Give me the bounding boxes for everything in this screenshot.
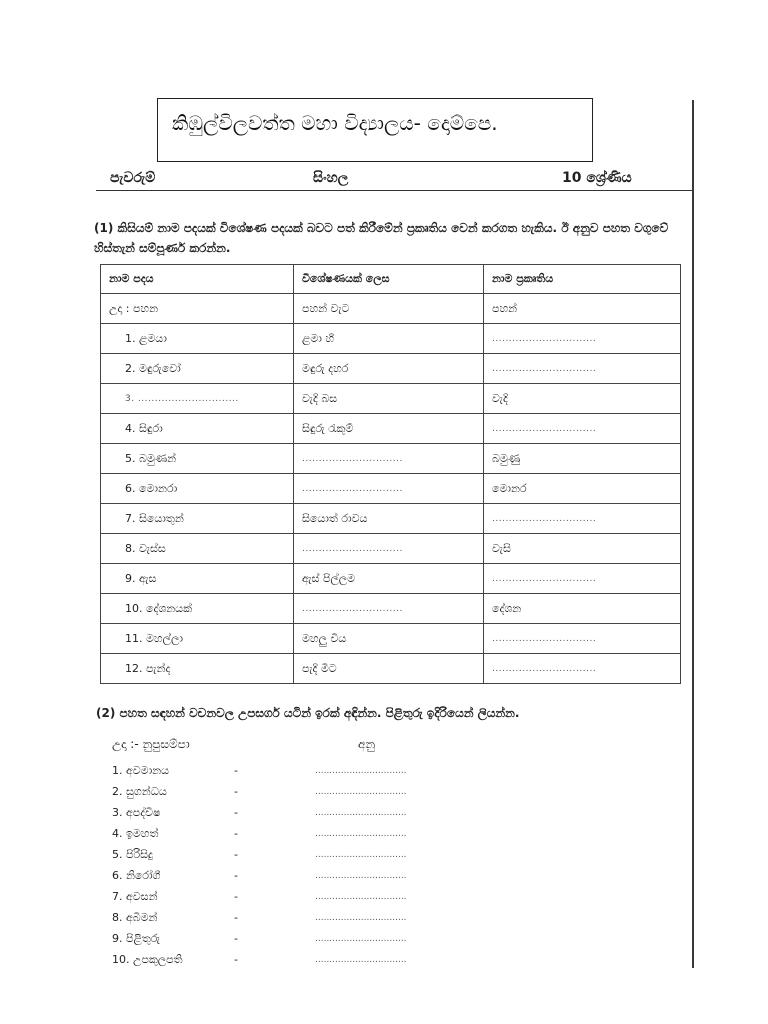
- header-divider: [96, 190, 692, 191]
- list-item: [112, 827, 512, 848]
- list-item: [112, 911, 512, 932]
- answer-blank: ................................: [315, 892, 407, 902]
- noun-cell: 3. ..............................: [101, 384, 294, 414]
- list-item: [112, 932, 512, 953]
- answer-blank: ................................: [315, 871, 407, 881]
- list-item: [112, 806, 512, 827]
- table-row: [101, 384, 681, 414]
- school-name-box: [157, 98, 593, 162]
- subject-label: සිංහල: [313, 170, 349, 186]
- prefix-word: 5. පිරිසිදු: [112, 848, 153, 861]
- table-header-row: [101, 265, 681, 294]
- item-dash: -: [234, 890, 238, 903]
- prefix-word-list: [112, 764, 512, 974]
- example-answer: අනු: [358, 737, 376, 751]
- item-dash: -: [234, 932, 238, 945]
- item-dash: -: [234, 764, 238, 777]
- column-header-noun: නාම පදය: [101, 265, 294, 294]
- adjective-cell: ..............................: [294, 594, 484, 624]
- prefix-word: 1. අවමානය: [112, 764, 170, 777]
- item-dash: -: [234, 953, 238, 966]
- noun-cell: 10. දේශනයක්: [101, 594, 294, 624]
- adjective-cell: පැදි මිට: [294, 654, 484, 684]
- prefix-word: 8. අබිමන්: [112, 911, 158, 924]
- prefix-word: 2. සුගන්ධය: [112, 785, 167, 798]
- page-edge-line: [692, 100, 694, 968]
- noun-cell: 7. සියොතුන්: [101, 504, 294, 534]
- adjective-cell: සියොත් රාවය: [294, 504, 484, 534]
- grade-label: 10 ශ්‍රේණිය: [562, 170, 632, 186]
- adjective-cell: ළමා හී: [294, 324, 484, 354]
- item-dash: -: [234, 911, 238, 924]
- item-dash: -: [234, 806, 238, 819]
- noun-cell: 12. පැන්ද: [101, 654, 294, 684]
- answer-blank: ................................: [315, 808, 407, 818]
- adjective-cell: මහලු විය: [294, 624, 484, 654]
- stem-cell: ...............................: [484, 414, 681, 444]
- list-item: [112, 764, 512, 785]
- school-name: කිඹුල්විලවත්ත මහා විද්‍යාලය- දොම්පෙ.: [172, 111, 498, 135]
- stem-cell: බමුණු: [484, 444, 681, 474]
- table-row: [101, 564, 681, 594]
- prefix-word: 4. ඉමහත්: [112, 827, 159, 840]
- noun-cell: 5. බමුණන්: [101, 444, 294, 474]
- stem-cell: වැසි: [484, 534, 681, 564]
- noun-cell: 2. මඳුරුවෝ: [101, 354, 294, 384]
- noun-cell: 6. මොනරා: [101, 474, 294, 504]
- list-item: [112, 953, 512, 974]
- list-item: [112, 848, 512, 869]
- table-row: [101, 594, 681, 624]
- item-dash: -: [234, 827, 238, 840]
- table-row: [101, 444, 681, 474]
- list-item: [112, 785, 512, 806]
- table-row: [101, 354, 681, 384]
- prefix-word: 7. අවසන්: [112, 890, 158, 903]
- answer-blank: ................................: [315, 850, 407, 860]
- noun-cell: 11. මහල්ලා: [101, 624, 294, 654]
- item-dash: -: [234, 848, 238, 861]
- answer-blank: ................................: [315, 787, 407, 797]
- item-dash: -: [234, 869, 238, 882]
- adjective-cell: ..............................: [294, 534, 484, 564]
- column-header-stem: නාම ප්‍රකෘතිය: [484, 265, 681, 294]
- stem-cell: මොනර: [484, 474, 681, 504]
- table-row: [101, 624, 681, 654]
- stem-cell: ...............................: [484, 324, 681, 354]
- adjective-cell: පහන් වැට: [294, 294, 484, 324]
- noun-cell: උදා : පහන: [101, 294, 294, 324]
- column-header-adjective: විශේෂණයක් ලෙස: [294, 265, 484, 294]
- stem-cell: පහන්: [484, 294, 681, 324]
- list-item: [112, 869, 512, 890]
- prefix-word: 6. නිරෝගී: [112, 869, 161, 882]
- prefix-word: 3. අපද්විෂ: [112, 806, 161, 819]
- answer-blank: ................................: [315, 955, 407, 965]
- item-dash: -: [234, 785, 238, 798]
- adjective-cell: ඇස් පිල්ලම: [294, 564, 484, 594]
- table-row: [101, 324, 681, 354]
- table-row: [101, 504, 681, 534]
- list-item: [112, 890, 512, 911]
- noun-cell: 8. වැස්ස: [101, 534, 294, 564]
- stem-cell: ...............................: [484, 564, 681, 594]
- question-2-example: [112, 737, 376, 752]
- table-row: [101, 534, 681, 564]
- table-row: [101, 654, 681, 684]
- adjective-cell: ..............................: [294, 444, 484, 474]
- question-2-instructions: (2) පහත සඳහන් වචනවල උපසර්ග යටින් ඉරක් අඳින්න. පිළිතුරු ඉදිරියෙන් ලියන්න.: [96, 706, 520, 720]
- adjective-cell: මඳුරු දහර: [294, 354, 484, 384]
- adjective-cell: ..............................: [294, 474, 484, 504]
- answer-blank: ................................: [315, 913, 407, 923]
- question-1-instructions: (1) කිසියම් නාම පදයක් විශේෂණ පදයක් බවට පත් කිරීමේන් ප්‍රකෘතිය වෙන් කරගත හැකිය. ඊ අනුව පහත වගුවේ හිස්තැන් සම්පූර්ණ කරන්න.: [94, 221, 669, 255]
- answer-blank: ................................: [315, 934, 407, 944]
- stem-cell: වැදි: [484, 384, 681, 414]
- adjective-cell: වැදි බස: [294, 384, 484, 414]
- prefix-word: 9. පිළිතුරු: [112, 932, 160, 945]
- table-row: [101, 474, 681, 504]
- adjective-cell: සිඳුරු රැකුම්: [294, 414, 484, 444]
- noun-cell: 9. ඇස: [101, 564, 294, 594]
- example-word: උදා :- නුපුසම්පා: [112, 737, 190, 751]
- table-row: [101, 294, 681, 324]
- noun-cell: 1. ළමයා: [101, 324, 294, 354]
- stem-cell: ...............................: [484, 624, 681, 654]
- stem-cell: ...............................: [484, 654, 681, 684]
- prefix-word: 10. උපකුලපති: [112, 953, 183, 966]
- answer-blank: ................................: [315, 829, 407, 839]
- table-row: [101, 414, 681, 444]
- answer-blank: ................................: [315, 766, 407, 776]
- stem-cell: ...............................: [484, 504, 681, 534]
- stem-cell: දේශන: [484, 594, 681, 624]
- term-label: පැවරුම්: [110, 170, 156, 186]
- stem-cell: ...............................: [484, 354, 681, 384]
- noun-adjective-table: [100, 264, 681, 684]
- noun-cell: 4. සිඳුරා: [101, 414, 294, 444]
